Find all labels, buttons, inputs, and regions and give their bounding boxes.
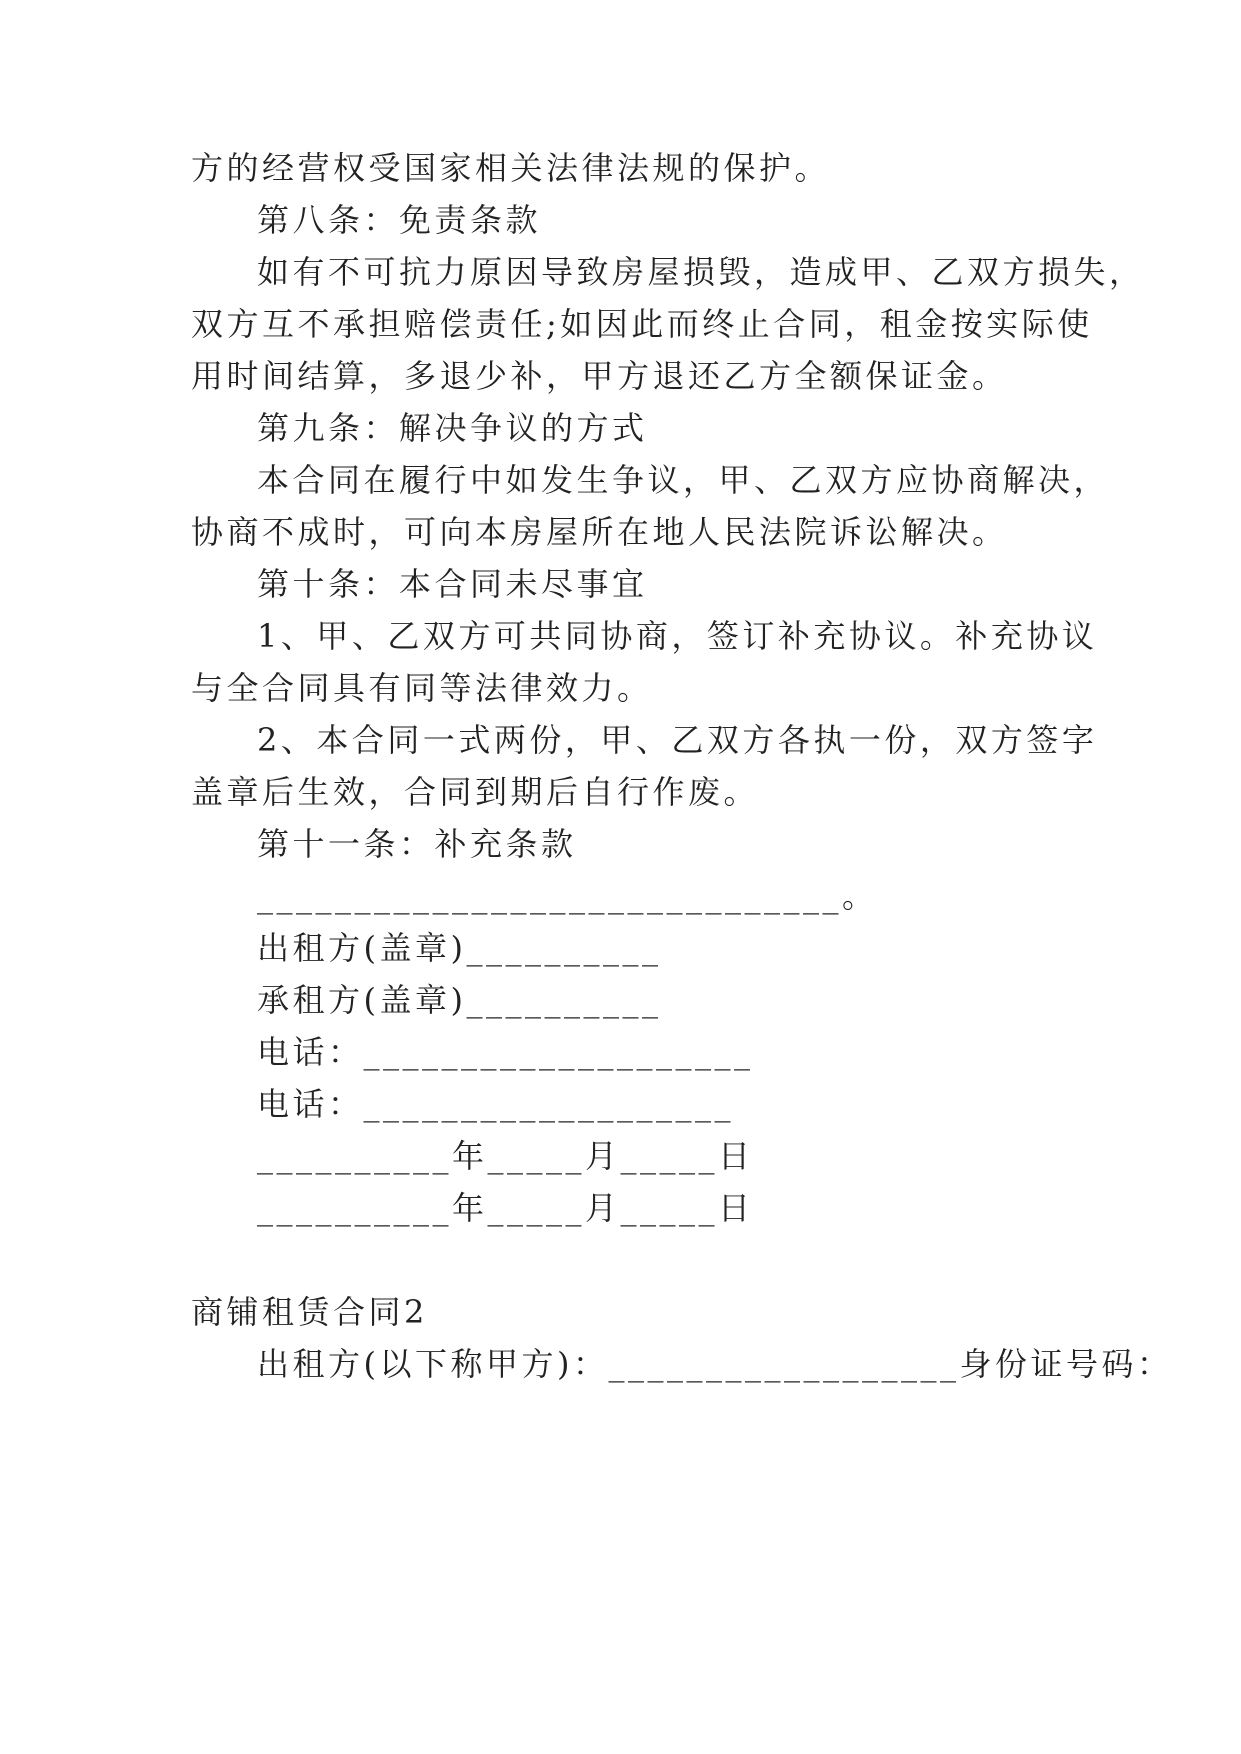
paragraph-line: 协商不成时，可向本房屋所在地人民法院诉讼解决。 — [191, 513, 1008, 551]
date-line: __________年_____月_____日 — [257, 1189, 754, 1227]
article-heading: 第十条：本合同未尽事宜 — [257, 565, 648, 603]
paragraph-line: 盖章后生效，合同到期后自行作废。 — [191, 773, 760, 811]
date-line: __________年_____月_____日 — [257, 1137, 754, 1175]
paragraph-line: 1、甲、乙双方可共同协商，签订补充协议。补充协议 — [257, 617, 1098, 655]
paragraph-line: 方的经营权受国家相关法律法规的保护。 — [191, 149, 831, 187]
article-heading: 第十一条：补充条款 — [257, 825, 577, 863]
paragraph-line: 出租方(以下称甲方)：__________________身份证号码： — [257, 1345, 1173, 1383]
paragraph-line: 2、本合同一式两份，甲、乙双方各执一份，双方签字 — [257, 721, 1098, 759]
paragraph-line: 如有不可抗力原因导致房屋损毁，造成甲、乙双方损失， — [257, 253, 1145, 291]
paragraph-line: 用时间结算，多退少补，甲方退还乙方全额保证金。 — [191, 357, 1008, 395]
lessee-signature-line: 承租方(盖章)__________ — [257, 981, 662, 1019]
blank-fill-line: ______________________________。 — [257, 877, 878, 915]
phone-line: 电话：____________________ — [257, 1033, 754, 1071]
article-heading: 第八条：免责条款 — [257, 201, 542, 239]
lessor-signature-line: 出租方(盖章)__________ — [257, 929, 662, 967]
paragraph-line: 本合同在履行中如发生争议，甲、乙双方应协商解决， — [257, 461, 1110, 499]
phone-line: 电话：___________________ — [257, 1085, 735, 1123]
section-title: 商铺租赁合同2 — [191, 1293, 428, 1331]
paragraph-line: 双方互不承担赔偿责任;如因此而终止合同，租金按实际使 — [191, 305, 1093, 343]
paragraph-line: 与全合同具有同等法律效力。 — [191, 669, 653, 707]
article-heading: 第九条：解决争议的方式 — [257, 409, 648, 447]
